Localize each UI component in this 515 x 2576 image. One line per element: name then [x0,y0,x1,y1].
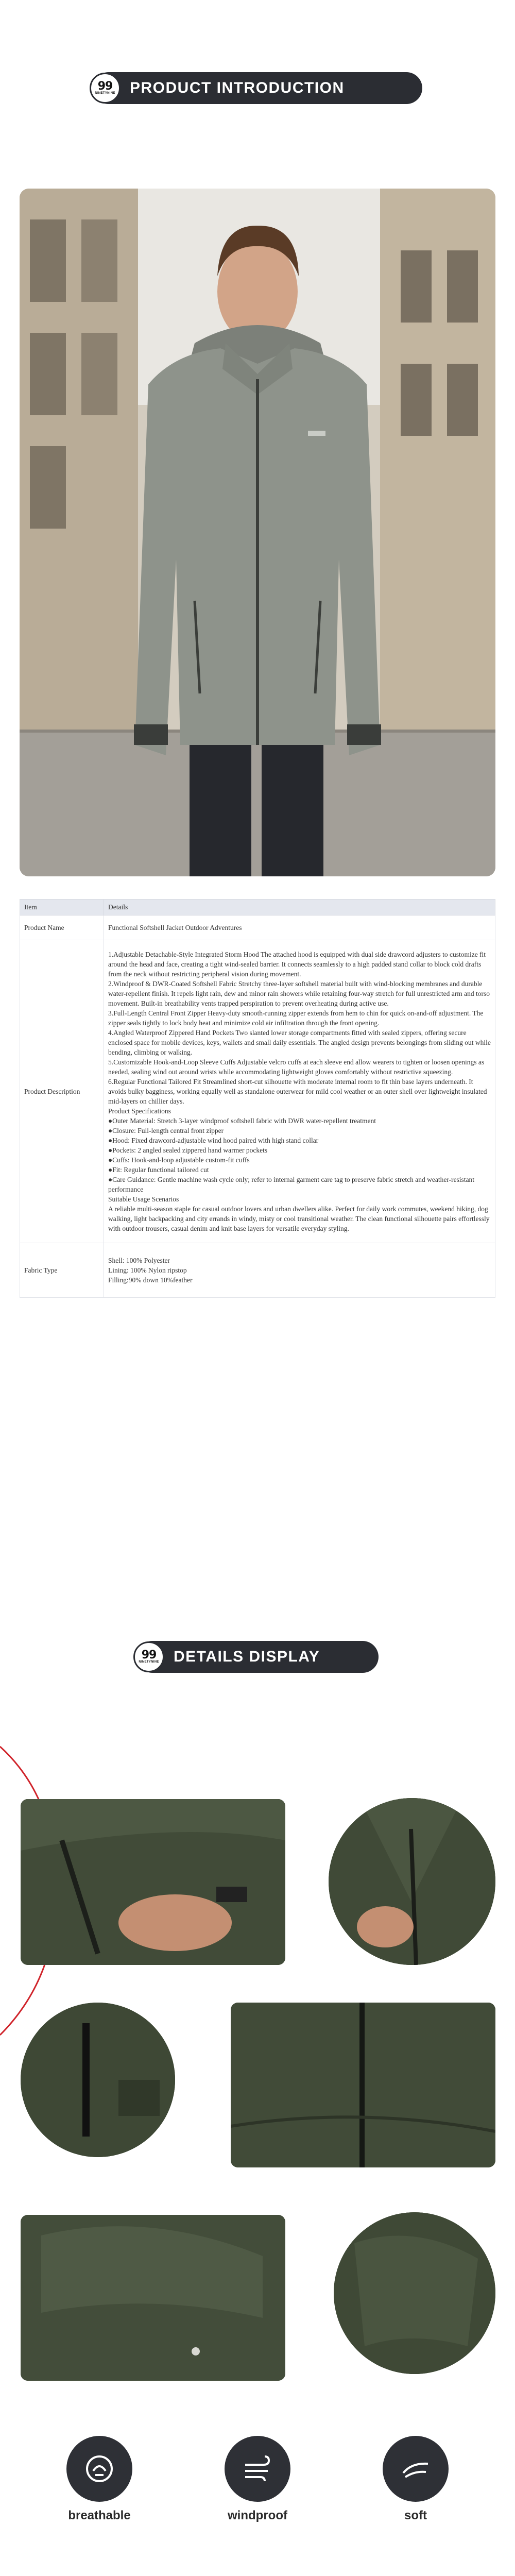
table-row [20,940,495,1243]
table-header-item: Item [20,900,104,916]
fabric-type-value [104,1243,495,1298]
fabric-type-label: Fabric Type [20,1243,104,1298]
table-row [20,1243,495,1298]
table-header-row [20,900,495,916]
description-line: ●Fit: Regular functional tailored cut [108,1166,209,1174]
details-display-banner [136,1641,379,1673]
feature-windproof [214,2436,301,2522]
detail-photo-hood [21,2215,285,2381]
feature-label: soft [404,2509,427,2522]
description-line: ●Cuffs: Hook-and-loop adjustable custom-fit cuffs [108,1156,250,1164]
pocket-closeup [21,1799,285,1965]
product-description-label: Product Description [20,940,104,1243]
table-header-details: Details [104,900,495,916]
description-line: ●Care Guidance: Gentle machine wash cycle only; refer to internal garment care tag to preserve fabric stretch and weather-resistant performance [108,1176,475,1193]
brand-logo: 99 NINETYNINE [90,73,121,104]
description-line: ●Hood: Fixed drawcord-adjustable wind hood paired with high stand collar [108,1137,319,1144]
product-spec-table [20,899,495,1298]
description-line: 2.Windproof & DWR-Coated Softshell Fabric Stretchy three-layer softshell material built with wind-blocking membranes and durable water-repellent finish. It repels light rain, dew and minor rain showers while retaining four-way stretch for full unrestricted arm and torso movement. Built-in breathability vents trapped perspiration to prevent overheating during active use. [108,980,490,1007]
product-name-value: Functional Softshell Jacket Outdoor Adventures [104,916,495,940]
hood-closeup [21,2215,285,2381]
zipper-closeup [21,2003,175,2157]
description-line: Product Specifications [108,1107,171,1115]
fabric-line: Lining: 100% Nylon ripstop [108,1266,187,1274]
breathable-icon [66,2436,132,2502]
brand-logo: 99 NINETYNINE [133,1641,164,1672]
product-description-value [104,940,495,1243]
detail-photo-front [231,2003,495,2167]
description-line: 3.Full-Length Central Front Zipper Heavy-duty smooth-running zipper extends from hem to chin for quick on-and-off adjustment. The zipper seals tightly to lock body heat and minimize cold air infiltration through the front opening. [108,1009,484,1027]
feature-breathable [56,2436,143,2522]
fabric-line: Filling:90% down 10%feather [108,1276,193,1284]
description-line: Suitable Usage Scenarios [108,1195,179,1203]
detail-photo-cuff [334,2212,495,2374]
windproof-icon [225,2436,290,2502]
feature-label: breathable [68,2509,131,2522]
description-line: 4.Angled Waterproof Zippered Hand Pockets Two slanted lower storage compartments fitted with sealed zippers, offering secure enclosed space for mobile devices, keys, wallets and small daily essentials. The angled design prevents belongings from sliding out while bending, climbing or walking. [108,1029,491,1056]
description-line: ●Closure: Full-length central front zipper [108,1127,224,1134]
soft-feather-icon [383,2436,449,2502]
description-line: ●Pockets: 2 angled sealed zippered hand warmer pockets [108,1146,268,1154]
description-line: 6.Regular Functional Tailored Fit Streamlined short-cut silhouette with moderate internal room to fit thin base layers underneath. It avoids bulky bagginess, working equally well as standalone outerwear for mild cool weather or an outer shell over lightweight insulated mid-layers on chillier days. [108,1078,487,1105]
detail-photo-zipper [21,2003,175,2157]
section-title: DETAILS DISPLAY [174,1648,320,1665]
hero-product-photo [20,189,495,876]
table-row [20,916,495,940]
description-line: ●Outer Material: Stretch 3-layer windproof softshell fabric with DWR water-repellent treatment [108,1117,376,1125]
feature-soft [372,2436,459,2522]
detail-photo-pocket [21,1799,285,1965]
front-zipper-closeup [231,2003,495,2167]
description-line: 1.Adjustable Detachable-Style Integrated Storm Hood The attached hood is equipped with dual side drawcord adjusters to customize fit around the head and face, creating a tight wind-sealed barrier. It connects seamlessly to a high padded stand collar to block cold drafts from the neck without restricting peripheral vision during movement. [108,951,486,978]
cuff-closeup [334,2212,495,2374]
collar-closeup [329,1798,495,1965]
product-name-label: Product Name [20,916,104,940]
model-wearing-jacket-illustration [20,189,495,876]
fabric-line: Shell: 100% Polyester [108,1257,170,1264]
feature-label: windproof [228,2509,287,2522]
detail-photo-collar [329,1798,495,1965]
description-line: A reliable multi-season staple for casual outdoor lovers and urban dwellers alike. Perfect for daily work commutes, weekend hiking, dog walking, light backpacking and city errands in windy, misty or cool transitional weather. The clean functional silhouette pairs effortlessly with outdoor trousers, casual denim and knit base layers for versatile everyday styling. [108,1205,490,1232]
section-title: PRODUCT INTRODUCTION [130,79,345,96]
product-introduction-banner [93,72,422,104]
description-line: 5.Customizable Hook-and-Loop Sleeve Cuffs Adjustable velcro cuffs at each sleeve end allow wearers to tighten or loosen openings as needed, sealing wind out around wrists while accommodating lightweight gloves comfortably without restrictive squeezing. [108,1058,485,1076]
